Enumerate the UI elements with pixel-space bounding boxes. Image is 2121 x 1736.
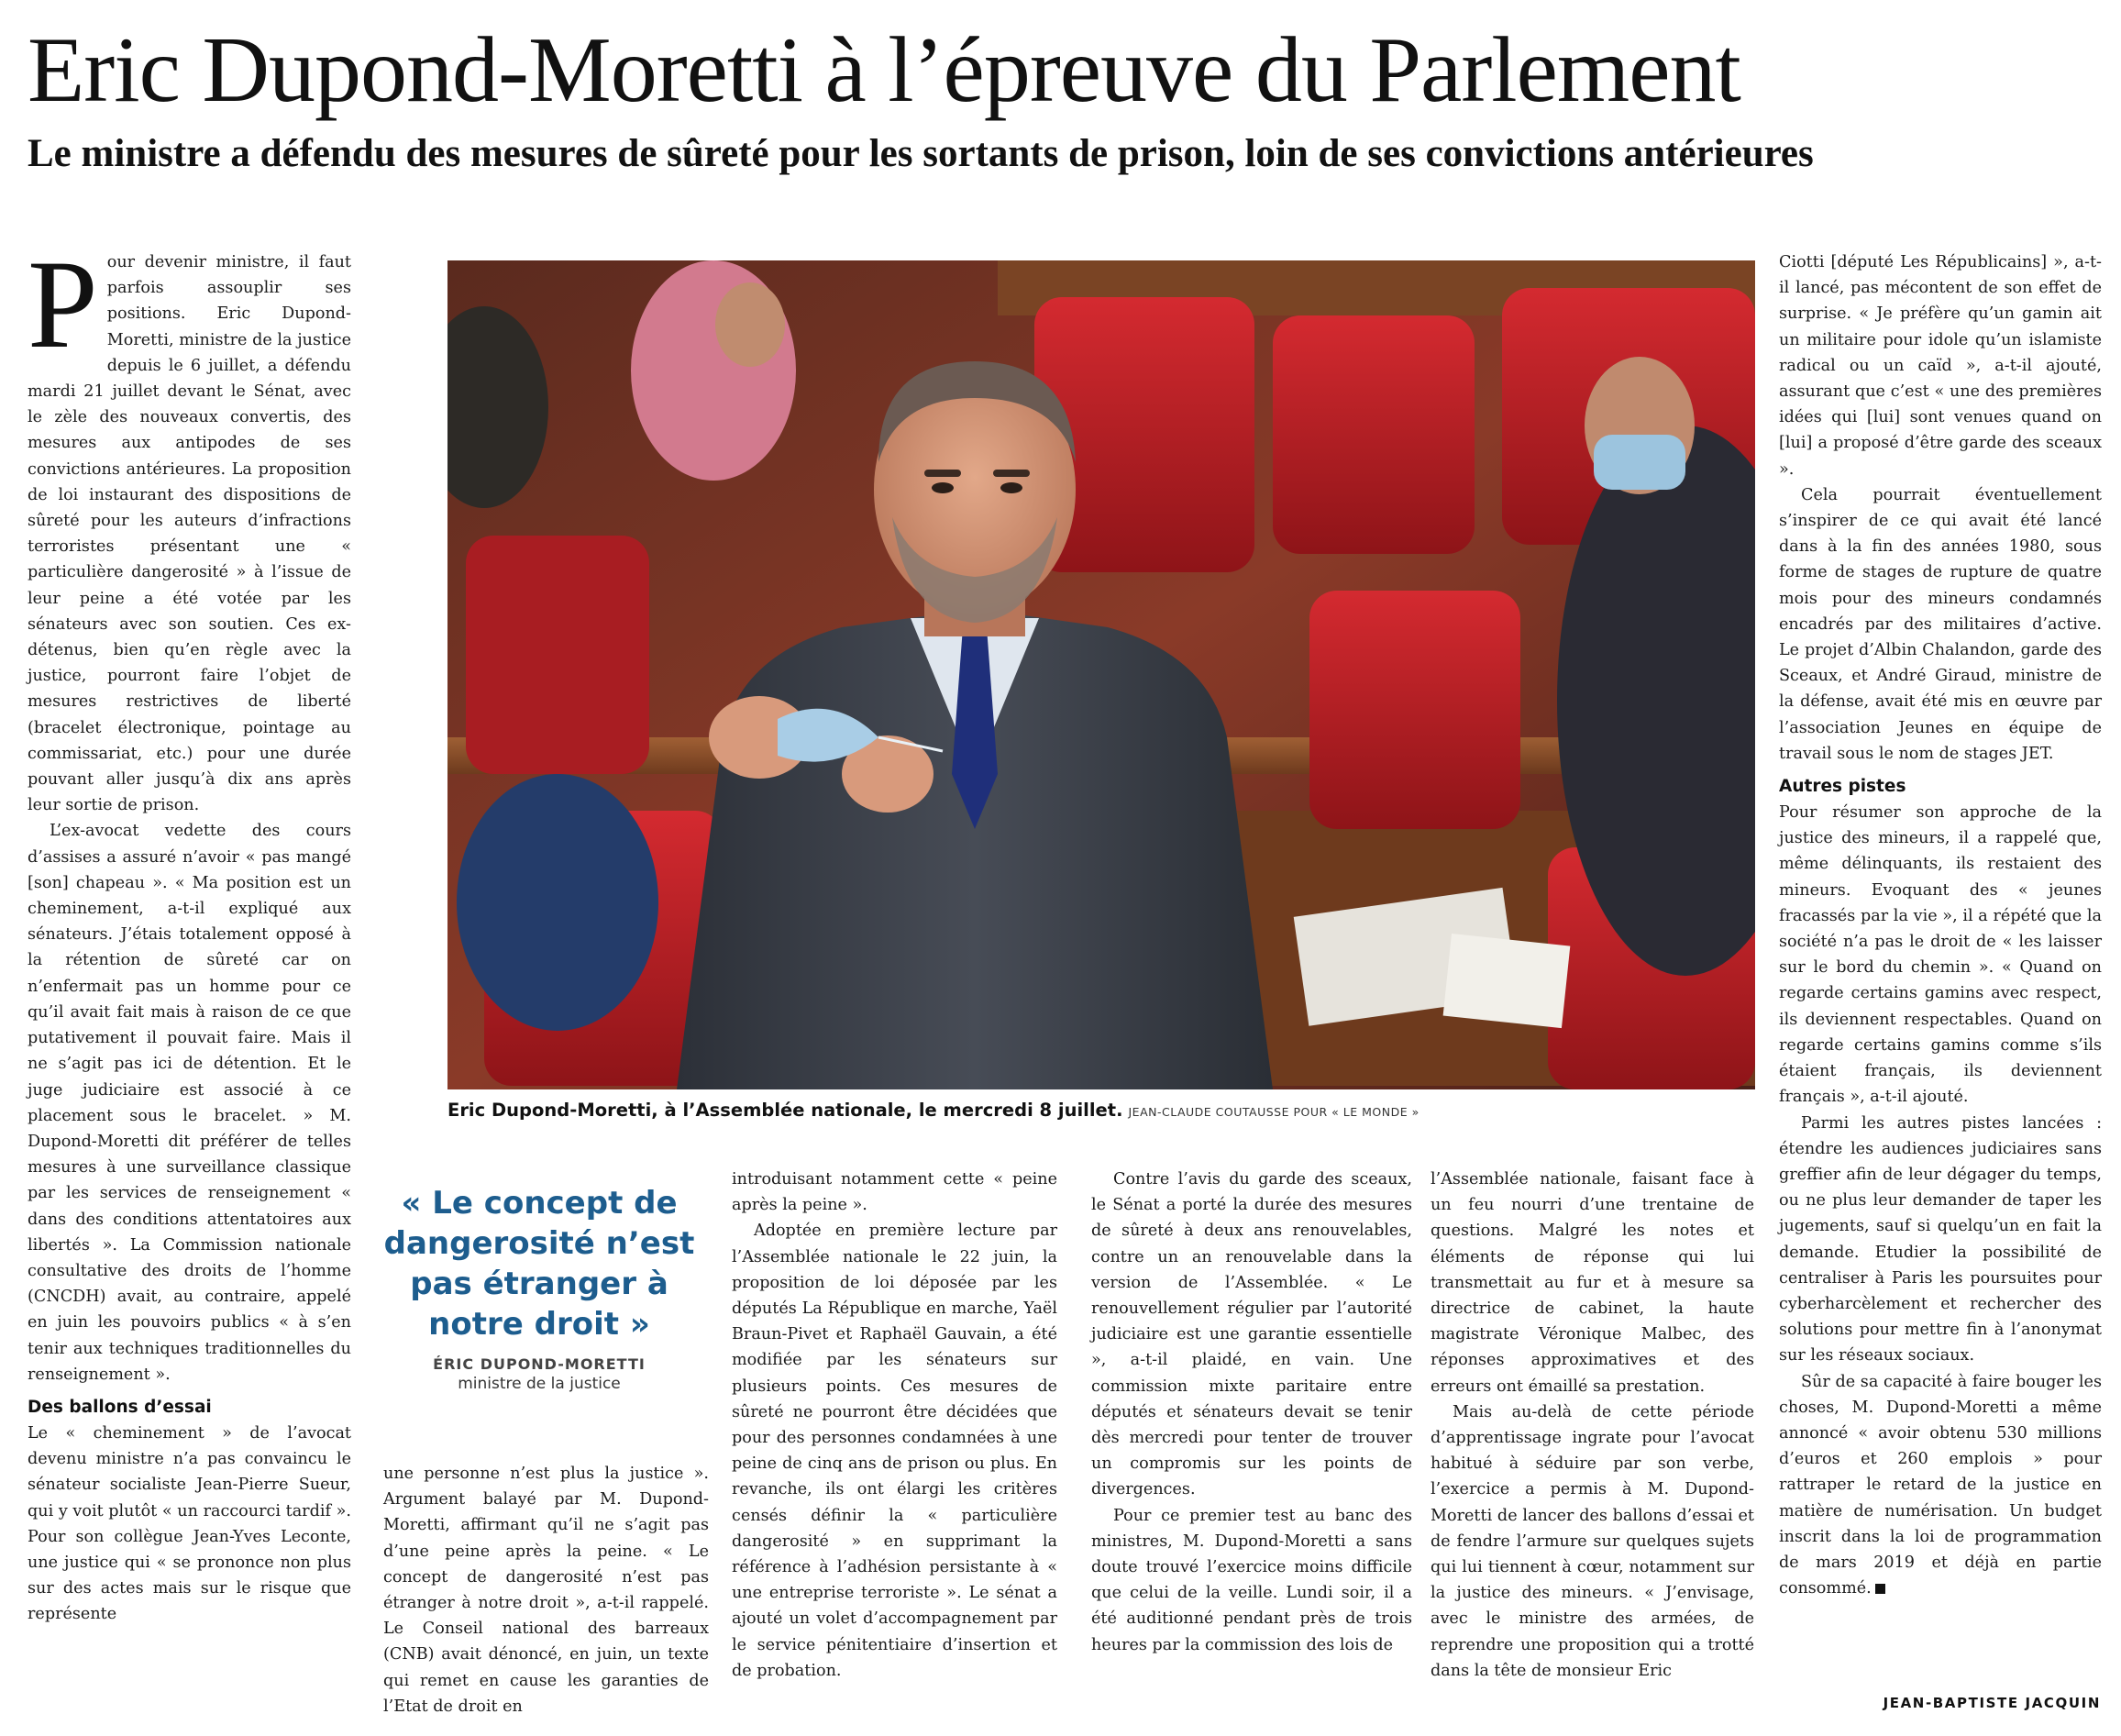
article-column-1 <box>28 234 351 1628</box>
photo-credit: JEAN-CLAUDE COUTAUSSE POUR « LE MONDE » <box>1128 1105 1420 1119</box>
article-photo <box>447 260 1755 1089</box>
article-column-2 <box>383 1461 709 1719</box>
article-paragraph <box>1779 1369 2102 1602</box>
subtitle: Le ministre a défendu des mesures de sûreté pour les sortants de prison, loin de ses convictions antérieures <box>28 132 1814 175</box>
pull-quote-author: ÉRIC DUPOND-MORETTI <box>433 1355 646 1373</box>
article-paragraph: une personne n’est plus la justice ». Argument balayé par M. Dupond-Moretti, affirmant qu’il ne s’agit pas d’une peine après la peine. « Le concept de dangerosité n’est pas étranger à notre droit », a-t-il rappelé. Le Conseil national des barreaux (CNB) avait dénoncé, en juin, un texte qui remet en cause les garanties de l’Etat de droit en <box>383 1465 709 1716</box>
article-paragraph: l’Assemblée nationale, faisant face à un feu nourri d’une trentaine de questions. Malgré les notes et éléments de réponse qui lui transmettait au fur et à mesure sa directrice de cabinet, la haute magistrate Véronique Malbec, des réponses approximatives et des erreurs ont émaillé sa prestation. <box>1431 1170 1754 1396</box>
caption-text: Eric Dupond-Moretti, à l’Assemblée nationale, le mercredi 8 juillet. <box>447 1100 1123 1121</box>
article-paragraph: Mais au-delà de cette période d’apprentissage ingrate pour l’avocat habitué à séduire par son verbe, l’exercice a permis à M. Dupond-Moretti de lancer des ballons d’essai et de fendre l’armure sur quelques sujets qui lui tiennent à cœur, notamment sur la justice des mineurs. « J’envisage, avec le ministre des armées, de reprendre une proposition qui a trotté dans la tête de monsieur Eric <box>1431 1402 1754 1680</box>
article-paragraph: Ciotti [député Les Républicains] », a-t-il lancé, pas mécontent de son effet de surprise. « Je préfère qu’un gamin ait un militaire pour idole qu’un islamiste radical ou un caïd », a-t-il ajouté, assurant que c’est « une des premières idées qui [lui] sont venues quand on [lui] a proposé d’être garde des sceaux ». <box>1779 253 2102 479</box>
article-column-3 <box>732 1167 1057 1684</box>
article-paragraph: Parmi les autres pistes lancées : étendre les audiences judiciaires sans greffier afin de leur dégager du temps, ou ne plus leur demander de taper les jugements, sauf si quelqu’un en fait la demande. Etudier la possibilité de centraliser à Paris les poursuites pour cyberharcèlement et rechercher des solutions pour mettre fin à l’anonymat sur les réseaux sociaux. <box>1779 1113 2102 1366</box>
article-paragraph: Cela pourrait éventuellement s’inspirer de ce qui avait été lancé dans à la fin des années 1980, sous forme de stages de rupture de quatre mois pour des mineurs condamnés encadrés par des militaires d’active. Le projet d’Albin Chalandon, garde des Sceaux, et André Giraud, ministre de la défense, avait été mis en œuvre par l’association Jeunes en équipe de travail sous le nom de stages JET. <box>1779 485 2102 763</box>
end-mark-icon <box>1875 1584 1885 1594</box>
article-paragraph: Adoptée en première lecture par l’Assemblée nationale le 22 juin, la proposition de loi déposée par les députés La République en marche, Yaël Braun-Pivet et Raphaël Gauvain, a été modifiée par les sénateurs sur plusieurs points. Ces mesures de sûreté ne pourront être décidées que pour des personnes condamnées à une peine de cinq ans de prison ou plus. En revanche, ils ont élargi les critères censés définir la « particulière dangerosité » en supprimant la référence à l’adhésion persistante à « une entreprise terroriste ». Le sénat a ajouté un volet d’accompagnement par le service pénitentiaire d’insertion et de probation. <box>732 1222 1057 1680</box>
article-column-6 <box>1779 249 2102 1601</box>
headline: Eric Dupond-Moretti à l’épreuve du Parlement <box>28 18 1740 122</box>
article-paragraph: Pour résumer son approche de la justice des mineurs, il a rappelé que, même délinquants, ils restaient des mineurs. Evoquant des « jeunes fracassés par la vie », il a répété que la société n’a pas le droit de « les laisser sur le bord du chemin ». « Quand on regarde certains gamins avec respect, ils deviennent respectables. Quand on regarde certains gamins comme s’ils étaient français, ils deviennent français », a-t-il ajouté. <box>1779 803 2102 1107</box>
section-heading: Des ballons d’essai <box>28 1397 212 1417</box>
pull-quote <box>383 1183 695 1395</box>
drop-cap: P <box>28 234 98 374</box>
article-paragraph: Pour ce premier test au banc des ministres, M. Dupond-Moretti a sans doute trouvé l’exercice moins difficile que celui de la veille. Lundi soir, il a été auditionné pendant près de trois heures par la commission des lois de <box>1091 1506 1412 1654</box>
article-paragraph: Le « cheminement » de l’avocat devenu ministre n’a pas convaincu le sénateur socialiste Jean-Pierre Sueur, qui y voit plutôt « un raccourci tardif ». Pour son collègue Jean-Yves Leconte, une justice qui « se prononce non plus sur des actes mais sur le risque que représente <box>28 1423 351 1624</box>
photo-caption <box>447 1099 1759 1124</box>
paragraph-text: Sûr de sa capacité à faire bouger les choses, M. Dupond-Moretti a même annoncé « avoir obtenu 530 millions d’euros et 260 emplois » pour rattraper le retard de la justice en matière de numérisation. Un budget inscrit dans la loi de programmation de mars 2019 et déjà en partie consommé. <box>1779 1372 2102 1598</box>
pull-quote-text: « Le concept de dangerosité n’est pas étranger à notre droit » <box>383 1185 695 1343</box>
article-paragraph <box>28 234 351 818</box>
article-column-5 <box>1431 1167 1754 1684</box>
section-heading: Autres pistes <box>1779 777 1906 797</box>
article-paragraph: Contre l’avis du garde des sceaux, le Sénat a porté la durée des mesures de sûreté à deux ans renouvelables, contre un an renouvelable dans la version de l’Assemblée. « Le renouvellement régulier par l’autorité judiciaire est une garantie essentielle », a-t-il plaidé, en vain. Une commission mixte paritaire entre députés et sénateurs devait se tenir dès mercredi pour tenter de trouver un compromis sur les points de divergences. <box>1091 1170 1412 1499</box>
byline: JEAN-BAPTISTE JACQUIN <box>1883 1695 2101 1711</box>
pull-quote-role: ministre de la justice <box>458 1375 621 1393</box>
photo-illustration <box>447 260 1755 1089</box>
article-paragraph: introduisant notamment cette « peine après la peine ». <box>732 1170 1057 1215</box>
paragraph-text: our devenir ministre, il faut parfois assouplir ses positions. Eric Dupond-Moretti, ministre de la justice depuis le 6 juillet, a défendu mardi 21 juillet devant le Sénat, avec le zèle des nouveaux convertis, des mesures aux antipodes de ses convictions antérieures. La proposition de loi instaurant des dispositions de sûreté pour les auteurs d’infractions terroristes présentant une « particulière dangerosité » à l’issue de leur peine a été votée par les sénateurs avec son soutien. Ces ex-détenus, bien qu’en règle avec la justice, pourront faire l’objet de mesures restrictives de liberté (bracelet électronique, pointage au commissariat, etc.) pour une durée pouvant aller jusqu’à dix ans après leur sortie de prison. <box>28 253 351 815</box>
article-column-4 <box>1091 1167 1412 1658</box>
article-paragraph: L’ex-avocat vedette des cours d’assises a assuré n’avoir « pas mangé [son] chapeau ». « Ma position est un cheminement, a-t-il expliqué aux sénateurs. J’étais totalement opposé à la rétention de sûreté car on n’enfermait pas un homme pour ce qu’il avait fait mais à raison de ce que putativement il pouvait faire. Mais il ne s’agit pas ici de détention. Et le juge judiciaire est associé à ce placement sous le bracelet. » M. Dupond-Moretti dit préférer de telles mesures à une surveillance classique par les services de renseignement « dans des conditions attentatoires aux libertés ». La Commission nationale consultative des droits de l’homme (CNCDH) avait, au contraire, appelé en juin les pouvoirs publics « à s’en tenir aux techniques traditionnelles du renseignement ». <box>28 822 351 1384</box>
